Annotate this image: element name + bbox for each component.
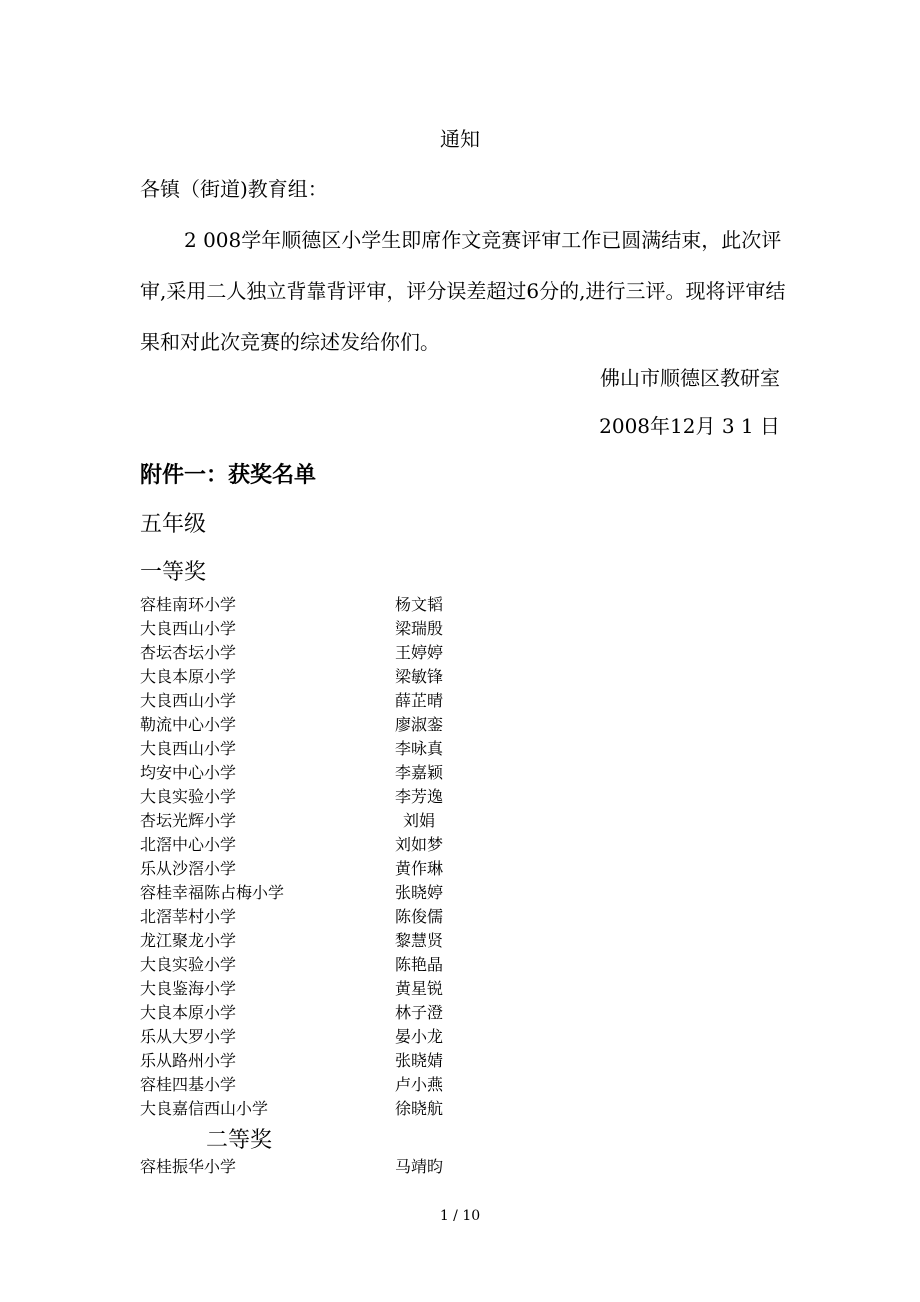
school-name: 乐从路州小学: [140, 1051, 237, 1070]
first-prize-heading: 一等奖: [140, 560, 207, 585]
salutation: 各镇（街道)教育组：: [140, 177, 328, 201]
school-name: 大良实验小学: [140, 787, 237, 806]
student-name: 廖淑銮: [395, 715, 444, 734]
student-name: 梁瑞殷: [395, 619, 444, 638]
school-name: 大良实验小学: [140, 955, 237, 974]
school-name: 乐从沙滘小学: [140, 859, 237, 878]
student-name: 李咏真: [395, 739, 444, 758]
school-name: 容桂南环小学: [140, 595, 237, 614]
notice-title: 通知: [440, 127, 480, 151]
school-name: 龙江聚龙小学: [140, 931, 237, 950]
student-name: 陈俊儒: [395, 907, 444, 926]
student-name: 刘娟: [403, 811, 436, 830]
grade-heading: 五年级: [140, 512, 207, 537]
winner-row: [140, 1097, 540, 1121]
student-name: 李芳逸: [395, 787, 444, 806]
winner-row: [140, 617, 540, 641]
school-name: 大良嘉信西山小学: [140, 1099, 269, 1118]
winner-row: [140, 833, 540, 857]
winner-row: [140, 905, 540, 929]
school-name: 大良本原小学: [140, 667, 237, 686]
winner-row: [140, 761, 540, 785]
student-name: 杨文韬: [395, 595, 444, 614]
second-prize-heading: 二等奖: [206, 1128, 273, 1153]
school-name: 杏坛杏坛小学: [140, 643, 237, 662]
winner-row: [140, 1001, 540, 1025]
attachment-heading: 附件一：获奖名单: [140, 463, 317, 488]
winner-row: [140, 1049, 540, 1073]
winner-row: [140, 641, 540, 665]
winner-row: [140, 785, 540, 809]
student-name: 卢小燕: [395, 1075, 444, 1094]
student-name: 刘如梦: [395, 835, 444, 854]
notice-date: 2008年12月 3 1 日: [599, 414, 780, 438]
winner-row: [140, 689, 540, 713]
winner-row: [140, 737, 540, 761]
student-name: 王婷婷: [395, 643, 444, 662]
school-name: 容桂振华小学: [140, 1157, 237, 1176]
notice-body: 2 008学年顺德区小学生即席作文竞赛评审工作已圆满结束，此次评审,采用二人独立背靠背评审，评分误差超过6分的,进行三评。现将评审结果和对此次竞赛的综述发给你们。: [140, 228, 786, 354]
school-name: 勒流中心小学: [140, 715, 237, 734]
school-name: 北滘莘村小学: [140, 907, 237, 926]
school-name: 容桂幸福陈占梅小学: [140, 883, 285, 902]
student-name: 薛芷晴: [395, 691, 444, 710]
school-name: 容桂四基小学: [140, 1075, 237, 1094]
winner-row: [140, 809, 540, 833]
student-name: 李嘉颖: [395, 763, 444, 782]
student-name: 陈艳晶: [395, 955, 444, 974]
student-name: 张晓婧: [395, 1051, 444, 1070]
school-name: 北滘中心小学: [140, 835, 237, 854]
student-name: 张晓婷: [395, 883, 444, 902]
winner-row: [140, 713, 540, 737]
first-prize-list: [140, 593, 540, 1121]
school-name: 大良西山小学: [140, 619, 237, 638]
winner-row: [140, 1155, 540, 1179]
school-name: 大良鉴海小学: [140, 979, 237, 998]
winner-row: [140, 881, 540, 905]
school-name: 乐从大罗小学: [140, 1027, 237, 1046]
school-name: 大良西山小学: [140, 739, 237, 758]
page-number: 1 / 10: [439, 1208, 481, 1224]
student-name: 徐晓航: [395, 1099, 444, 1118]
student-name: 马靖昀: [395, 1157, 444, 1176]
school-name: 大良本原小学: [140, 1003, 237, 1022]
second-prize-list: [140, 1155, 540, 1179]
winner-row: [140, 929, 540, 953]
school-name: 均安中心小学: [140, 763, 237, 782]
student-name: 黎慧贤: [395, 931, 444, 950]
sender-signature: 佛山市顺德区教研室: [600, 366, 780, 390]
student-name: 林子澄: [395, 1003, 444, 1022]
winner-row: [140, 665, 540, 689]
winner-row: [140, 953, 540, 977]
school-name: 大良西山小学: [140, 691, 237, 710]
school-name: 杏坛光辉小学: [140, 811, 237, 830]
winner-row: [140, 1025, 540, 1049]
student-name: 黄星锐: [395, 979, 444, 998]
student-name: 黄作琳: [395, 859, 444, 878]
winner-row: [140, 593, 540, 617]
student-name: 梁敏锋: [395, 667, 444, 686]
winner-row: [140, 977, 540, 1001]
winner-row: [140, 857, 540, 881]
winner-row: [140, 1073, 540, 1097]
student-name: 晏小龙: [395, 1027, 444, 1046]
